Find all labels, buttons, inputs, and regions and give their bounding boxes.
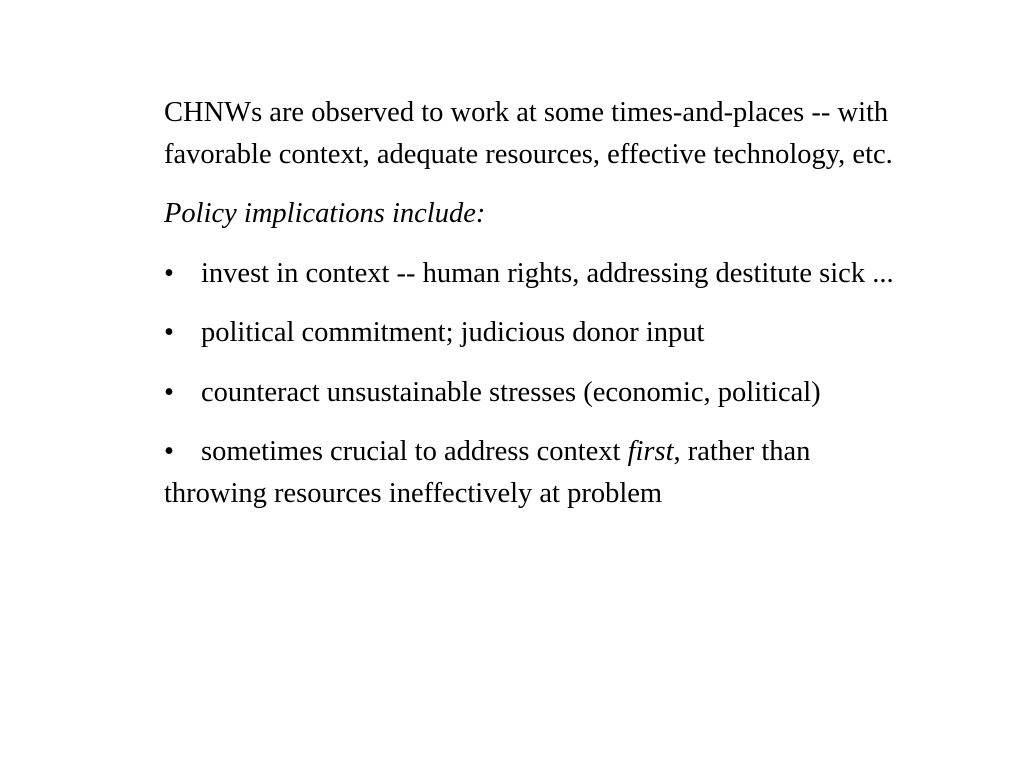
bullet-icon: • <box>164 376 174 408</box>
bullet-text: sometimes crucial to address context <box>201 436 628 467</box>
policy-heading: Policy implications include: <box>164 198 486 229</box>
bullet-item <box>164 312 899 354</box>
slide-body <box>164 92 899 532</box>
bullet-icon: • <box>164 257 174 289</box>
bullet-item <box>164 253 899 295</box>
bullet-icon: • <box>164 317 174 348</box>
bullet-text: political commitment; judicious donor input <box>201 317 705 348</box>
intro-paragraph: CHNWs are observed to work at some times-and-places -- with favorable context, adequate resources, effective technology, etc. <box>164 97 893 170</box>
bullet-text: invest in context -- human rights, addressing destitute sick ... <box>201 257 894 289</box>
bullet-text: counteract unsustainable stresses (economic, political) <box>201 376 821 408</box>
bullet-item <box>164 431 899 514</box>
bullet-icon: • <box>164 436 174 467</box>
bullet-text: , rather than throwing resources ineffectively at problem <box>164 436 811 509</box>
bullet-emphasis: first <box>627 436 674 467</box>
bullet-item <box>164 372 899 414</box>
